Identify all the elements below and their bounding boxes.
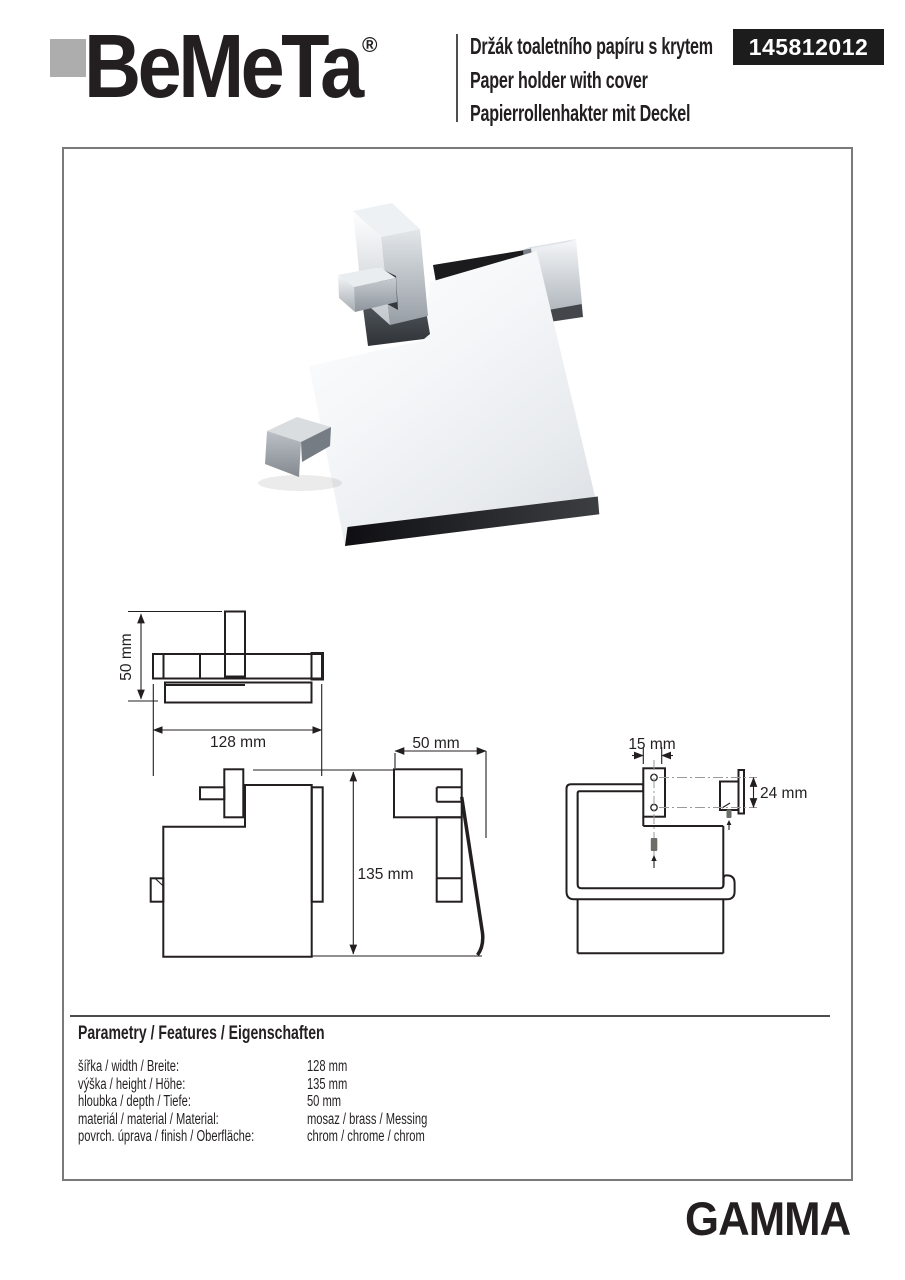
parameter-row [78, 1093, 427, 1111]
parameters-heading: Parametry / Features / Eigenschaften [78, 1022, 325, 1044]
parameter-row [78, 1076, 427, 1094]
parameters-divider [70, 1015, 830, 1017]
drawing-front-view [151, 769, 482, 956]
product-code-badge: 145812012 [733, 29, 884, 65]
product-title-czech: Držák toaletního papíru s krytem [470, 33, 713, 59]
parameter-label: povrch. úprava / finish / Oberfläche: [78, 1128, 255, 1146]
parameter-label: výška / height / Höhe: [78, 1075, 186, 1093]
anchor-side-view [720, 782, 739, 811]
dim-label-plate-width: 15 mm [628, 736, 676, 753]
product-title-english: Paper holder with cover [470, 67, 648, 93]
product-title-german: Papierrollenhakter mit Deckel [470, 100, 691, 126]
parameter-value: mosaz / brass / Messing [306, 1110, 428, 1128]
screw-symbol [651, 838, 658, 851]
dim-label-plate-height: 24 mm [760, 785, 808, 802]
technical-drawings [100, 595, 840, 975]
dim-label-depth-side: 50 mm [412, 735, 460, 752]
parameter-row [78, 1128, 427, 1146]
dim-label-width: 128 mm [210, 734, 266, 751]
drawing-rear-view [567, 736, 808, 953]
parameter-label: materiál / material / Material: [78, 1110, 219, 1128]
parameter-label: šířka / width / Breite: [78, 1058, 180, 1075]
brand-logo: BeMeTa [84, 17, 361, 117]
parameter-row [78, 1111, 427, 1129]
drawing-side-view [394, 735, 486, 955]
parameter-value: 135 mm [306, 1075, 348, 1093]
parameter-label: hloubka / depth / Tiefe: [78, 1093, 191, 1111]
dim-label-depth-top: 50 mm [118, 633, 135, 681]
screw-symbol [727, 810, 732, 819]
dim-label-height: 135 mm [357, 866, 414, 883]
logo-mark-square [50, 39, 86, 77]
registered-trademark-symbol: ® [362, 34, 378, 57]
parameters-table [78, 1058, 427, 1146]
series-name: GAMMA [685, 1192, 851, 1245]
parameter-value: 50 mm [306, 1093, 342, 1111]
drawing-top-view [118, 612, 323, 777]
parameter-row [78, 1058, 427, 1076]
product-photo [230, 165, 650, 595]
parameter-value: 128 mm [306, 1058, 348, 1075]
header-divider [456, 34, 458, 122]
parameter-value: chrom / chrome / chrom [306, 1128, 425, 1146]
